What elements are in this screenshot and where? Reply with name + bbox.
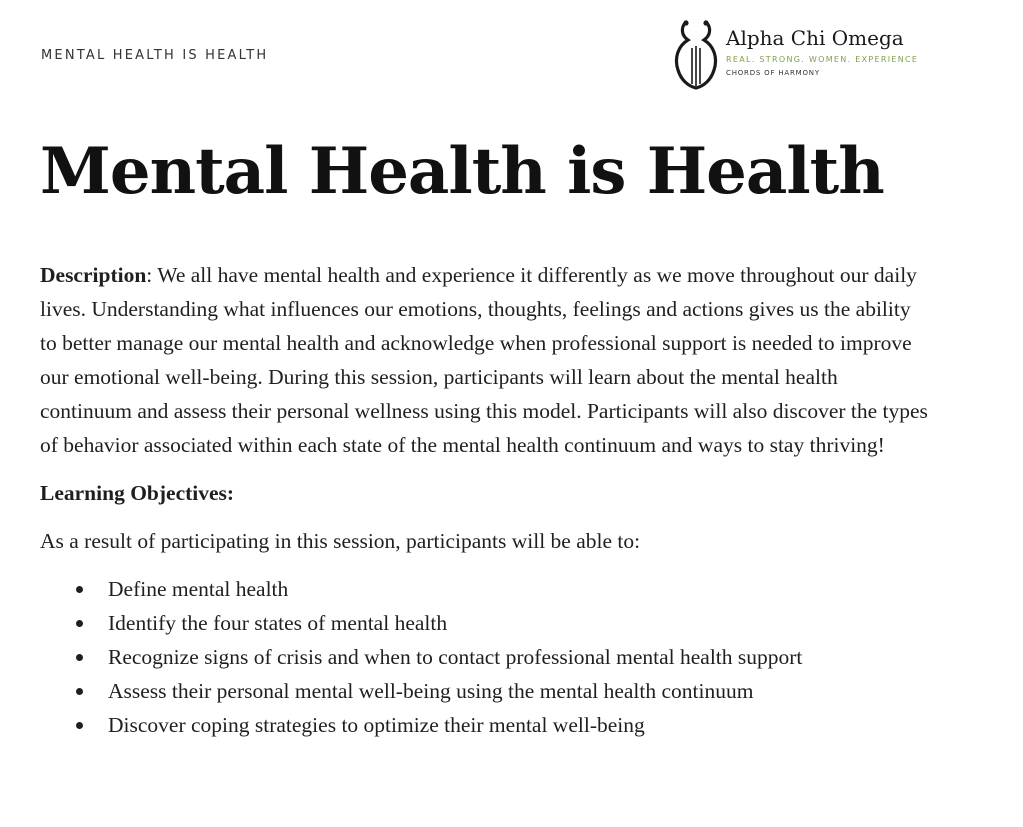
- header-eyebrow: MENTAL HEALTH IS HEALTH: [41, 48, 269, 63]
- description-paragraph: [40, 258, 930, 462]
- learning-objectives-heading: Learning Objectives:: [40, 481, 235, 505]
- description-label: Description: [40, 263, 147, 287]
- logo-subline: CHORDS OF HARMONY: [726, 69, 820, 77]
- objective-item: Define mental health: [108, 572, 940, 606]
- objectives-list: [40, 572, 940, 742]
- objectives-intro: As a result of participating in this session, participants will be able to:: [40, 529, 641, 553]
- lyre-icon: [672, 18, 720, 90]
- objective-item: Recognize signs of crisis and when to contact professional mental health support: [108, 640, 940, 674]
- alpha-chi-omega-logo: [672, 18, 952, 90]
- logo-name: Alpha Chi Omega: [726, 26, 904, 50]
- page-title: Mental Health is Health: [40, 134, 884, 209]
- logo-tagline: REAL. STRONG. WOMEN. EXPERIENCE: [726, 55, 919, 64]
- objective-item: Discover coping strategies to optimize their mental well-being: [108, 708, 940, 742]
- objective-item: Identify the four states of mental health: [108, 606, 940, 640]
- description-text: : We all have mental health and experience it differently as we move throughout our daily lives. Understanding what influences our emotions, thoughts, feelings and actions gives us the ability to better manage our mental health and acknowledge when professional support is needed to improve our emotional well-being. During this session, participants will learn about the mental health continuum and assess their personal wellness using this model. Participants will also discover the types of behavior associated within each state of the mental health continuum and ways to stay thriving!: [40, 263, 928, 457]
- objective-item: Assess their personal mental well-being using the mental health continuum: [108, 674, 940, 708]
- document-body: [40, 258, 940, 742]
